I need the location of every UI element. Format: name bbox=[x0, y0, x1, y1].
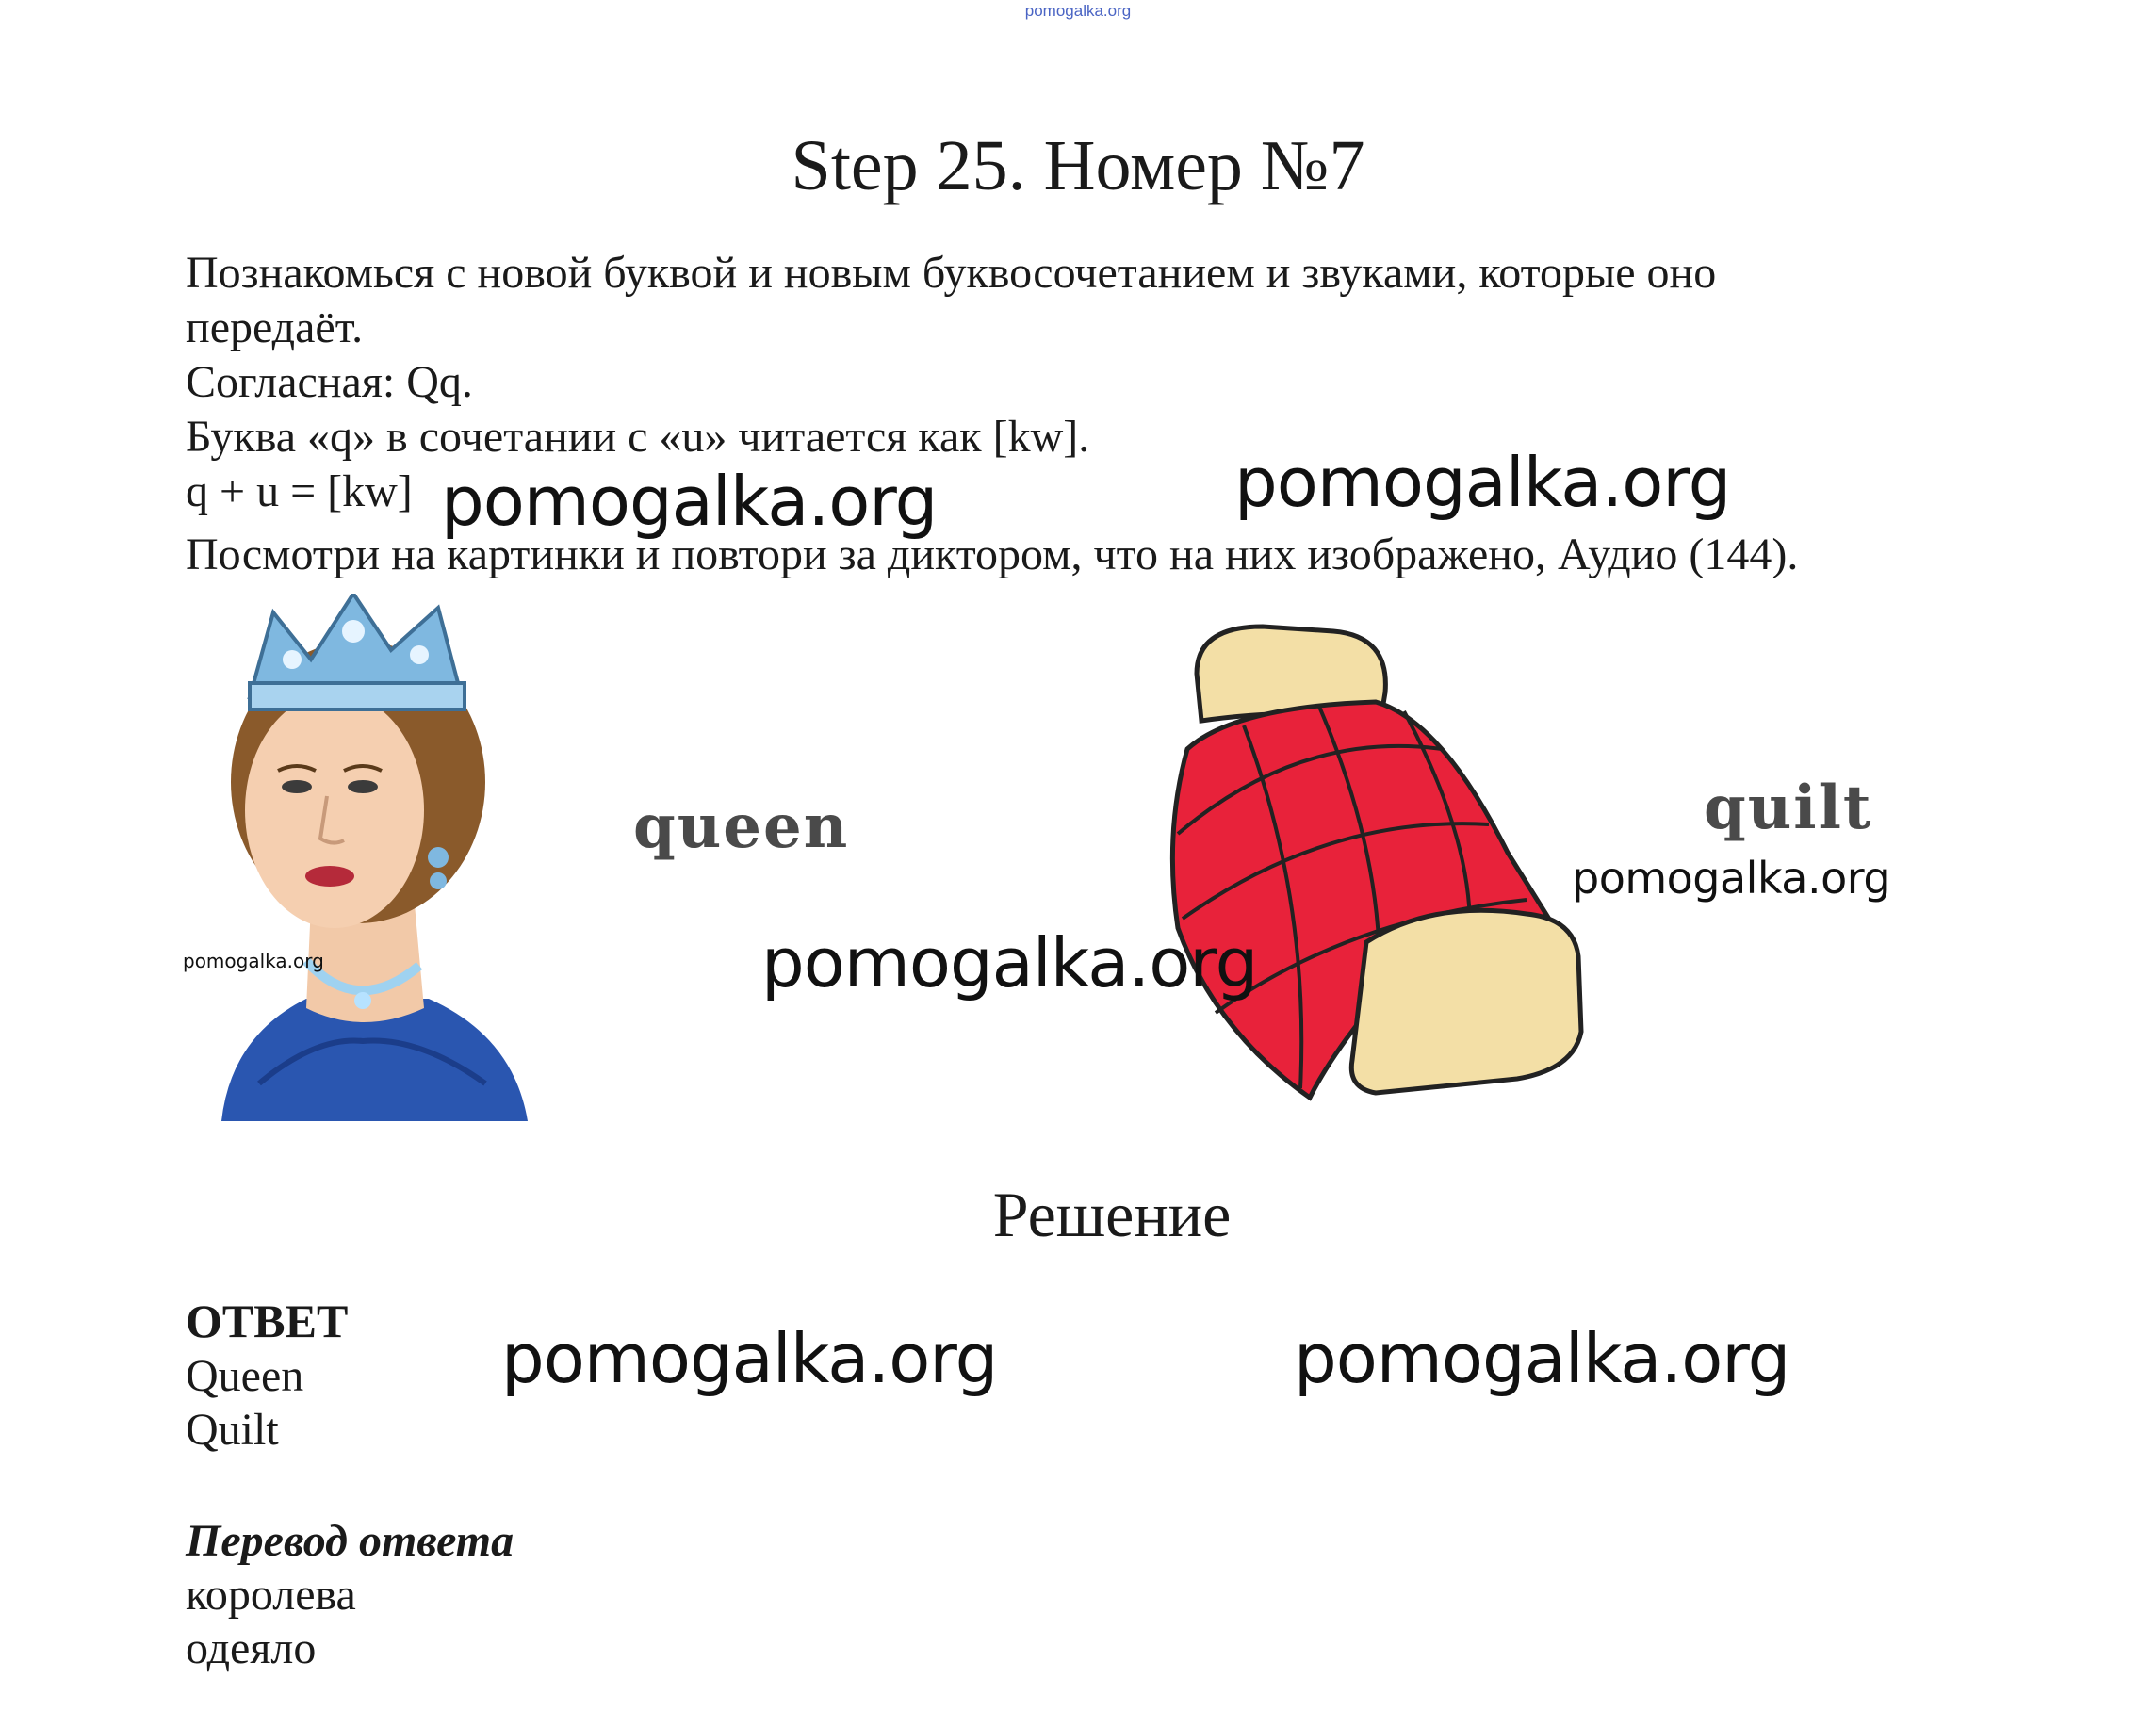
translation-item: одеяло bbox=[186, 1623, 317, 1673]
watermark-6: pomogalka.org bbox=[501, 1319, 998, 1398]
word-quilt: quilt bbox=[1704, 773, 1873, 843]
translation-heading: Перевод ответа bbox=[186, 1516, 514, 1566]
queen-illustration bbox=[203, 594, 532, 1121]
intro-line-2: передаёт. bbox=[186, 302, 364, 352]
word-queen: queen bbox=[633, 791, 850, 862]
watermark-1: pomogalka.org bbox=[441, 462, 938, 541]
quilt-illustration bbox=[1159, 617, 1611, 1102]
translation-item: королева bbox=[186, 1570, 356, 1620]
instruction-line: Посмотри на картинки и повтори за диктором, что на них изображено, Аудио (144). bbox=[186, 530, 1799, 579]
watermark-5: pomogalka.org bbox=[761, 923, 1258, 1002]
watermark-4: pomogalka.org bbox=[183, 950, 324, 972]
intro-line-1: Познакомься с новой буквой и новым буквосочетанием и звуками, которые оно bbox=[186, 248, 1717, 298]
answer-item: Quilt bbox=[186, 1405, 279, 1455]
watermark-2: pomogalka.org bbox=[1234, 443, 1731, 522]
answer-heading: ОТВЕТ bbox=[186, 1295, 349, 1347]
page-title: Step 25. Номер №7 bbox=[791, 126, 1365, 205]
answer-item: Queen bbox=[186, 1351, 304, 1401]
source-link[interactable]: pomogalka.org bbox=[1024, 2, 1132, 20]
rule-line: Буква «q» в сочетании с «u» читается как [kw]. bbox=[186, 412, 1090, 462]
watermark-7: pomogalka.org bbox=[1294, 1319, 1790, 1398]
solution-heading: Решение bbox=[992, 1179, 1232, 1250]
formula-line: q + u = [kw] bbox=[186, 466, 413, 516]
watermark-3: pomogalka.org bbox=[1572, 853, 1891, 904]
consonant-line: Согласная: Qq. bbox=[186, 357, 473, 407]
